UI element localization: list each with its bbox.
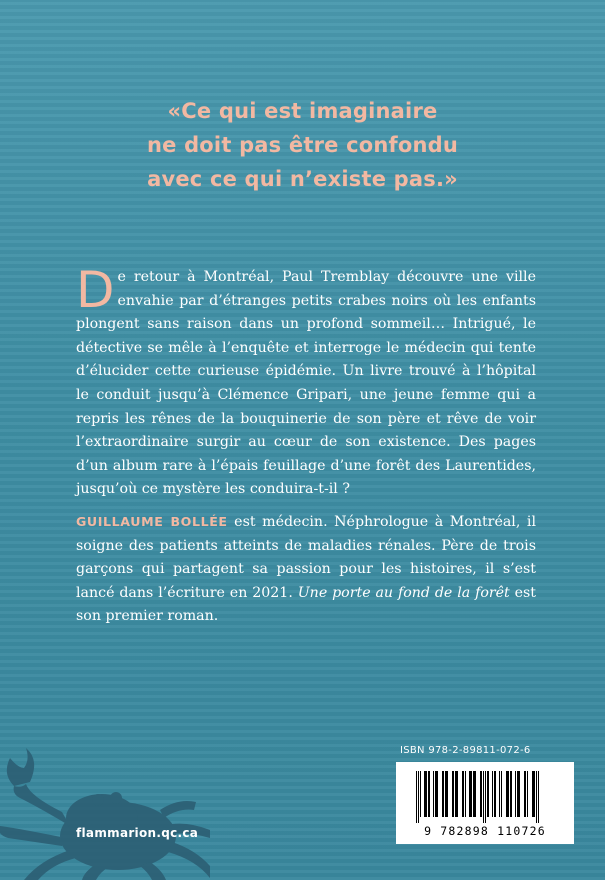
barcode-number: 9 782898 110726 bbox=[424, 824, 546, 838]
barcode-bar bbox=[527, 771, 528, 817]
barcode-bar bbox=[428, 771, 430, 817]
quote-line: ne doit pas être confondu bbox=[146, 133, 459, 157]
bio-text-after: est son premier roman. bbox=[76, 584, 537, 625]
barcode-bar bbox=[452, 771, 454, 817]
publisher-website: flammarion.qc.ca bbox=[76, 826, 199, 840]
barcode-bar bbox=[420, 771, 421, 817]
barcode-bar bbox=[445, 771, 448, 817]
barcode-bar bbox=[433, 771, 434, 817]
barcode-bar bbox=[418, 771, 419, 823]
barcode-bar bbox=[455, 771, 458, 817]
barcode-bar bbox=[465, 771, 466, 817]
barcode-bar bbox=[538, 771, 539, 823]
isbn-label: ISBN 978-2-89811-072-6 bbox=[400, 745, 531, 756]
pull-quote bbox=[60, 94, 545, 196]
barcode-bar bbox=[524, 771, 526, 817]
barcode-bar bbox=[462, 771, 464, 817]
barcode-bar bbox=[506, 771, 509, 817]
barcode-bars bbox=[414, 771, 556, 823]
barcode-bar bbox=[424, 771, 427, 817]
crab-illustration-icon bbox=[0, 738, 210, 880]
barcode-bar bbox=[510, 771, 512, 817]
barcode-bar bbox=[480, 771, 482, 817]
barcode-bar bbox=[473, 771, 476, 817]
quote-line: «Ce qui est imaginaire bbox=[167, 99, 438, 123]
barcode-bar bbox=[492, 771, 493, 817]
barcode-bar bbox=[515, 771, 516, 817]
barcode bbox=[396, 762, 574, 844]
barcode-bar bbox=[485, 771, 486, 823]
barcode-bar bbox=[532, 771, 535, 817]
bio-text-before: est médecin. Néphrologue à Montréal, il soigne des patients atteints de maladies rénales. Père de trois garçons qui partagent sa passion pour les histoires, il s’est lancé dans l’écriture en 2021. bbox=[76, 514, 536, 601]
barcode-bar bbox=[469, 771, 472, 817]
quote-line: avec ce qui n’existe pas.» bbox=[147, 167, 458, 191]
author-bio bbox=[76, 510, 536, 629]
barcode-bar bbox=[435, 771, 438, 817]
barcode-bar bbox=[501, 771, 502, 817]
drop-cap: D bbox=[76, 261, 115, 319]
blurb-text: e retour à Montréal, Paul Tremblay découvre une ville envahie par d’étranges petits crabes noirs où les enfants plongent sans raison dans un profond sommeil… Intrigué, le détective se mêle à l’enquête et interroge le médecin qui tente d’élucider cette curieuse épidémie. Un livre trouvé à l’hôpital le conduit jusqu’à Clémence Gripari, une jeune femme qui a repris les rênes de la bouquinerie de son père et rêve de voir l’extraordinaire surgir au cœur de son existence. Des pages d’un album rare à l’épais feuillage d’une forêt des Laurentides, jusqu’où ce mystère les conduira-t-il ? bbox=[76, 269, 536, 498]
barcode-bar bbox=[483, 771, 484, 823]
author-name: GUILLAUME BOLLÉE bbox=[76, 514, 228, 529]
book-blurb bbox=[76, 261, 536, 502]
barcode-bar bbox=[499, 771, 500, 817]
barcode-bar bbox=[536, 771, 537, 823]
barcode-bar bbox=[442, 771, 444, 817]
barcode-bar bbox=[494, 771, 496, 817]
barcode-bar bbox=[487, 771, 489, 817]
barcode-bar bbox=[517, 771, 520, 817]
book-title: Une porte au fond de la forêt bbox=[297, 584, 510, 601]
barcode-bar bbox=[416, 771, 417, 823]
